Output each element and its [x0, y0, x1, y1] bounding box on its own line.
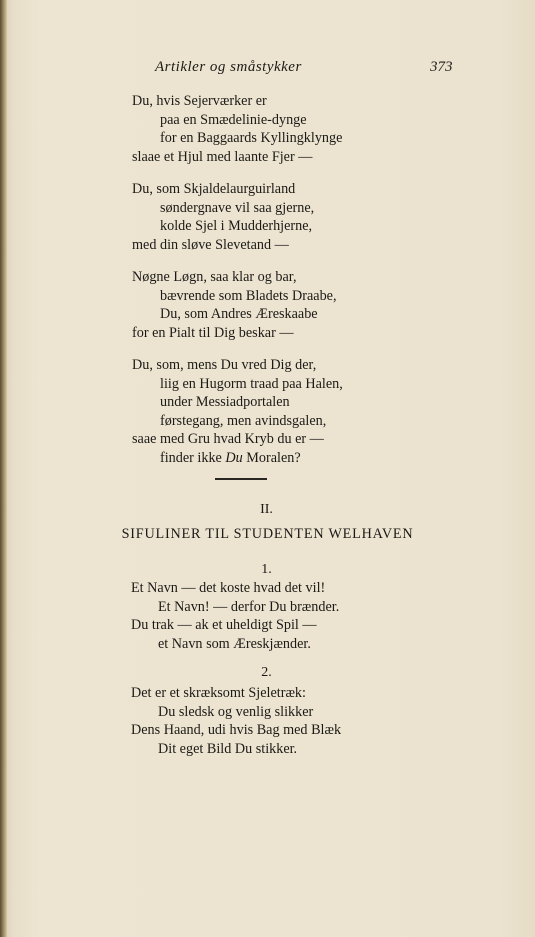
verse-emphasis: Du: [225, 449, 243, 466]
section-number: II.: [260, 502, 273, 517]
verse-line: for en Pialt til Dig beskar —: [132, 324, 294, 341]
verse-line: Du, som, mens Du vred Dig der,: [132, 357, 317, 373]
page-number: 373: [430, 59, 453, 75]
verse-line: Nøgne Løgn, saa klar og bar,: [132, 269, 297, 285]
verse-line: Du, hvis Sejerværker er: [132, 93, 267, 109]
poem-number-2: 2.: [261, 665, 272, 680]
verse-line: førstegang, men avindsgalen,: [160, 412, 327, 429]
verse-line: Du, som Andres Æreskaabe: [160, 306, 318, 322]
stanza-3: [132, 268, 337, 342]
verse-line: kolde Sjel i Mudderhjerne,: [160, 218, 313, 234]
verse-line: Et Navn — det koste hvad det vil!: [131, 580, 326, 596]
verse-line: Du, som Skjaldelaurguirland: [132, 181, 296, 197]
stanza-1: [132, 92, 342, 166]
stanza-4: [132, 356, 343, 467]
verse-line: Dens Haand, udi hvis Bag med Blæk: [131, 722, 342, 738]
verse-line: med din sløve Slevetand —: [132, 236, 289, 253]
book-spine-shadow: [0, 0, 7, 937]
verse-line: Du trak — ak et uheldigt Spil —: [131, 617, 317, 633]
poem-2: [131, 684, 341, 758]
section-divider: [215, 478, 267, 480]
verse-line: slaae et Hjul med laante Fjer —: [132, 148, 313, 165]
verse-line: Du sledsk og venlig slikker: [158, 703, 314, 720]
verse-line: liig en Hugorm traad paa Halen,: [160, 375, 343, 392]
verse-line: bævrende som Bladets Draabe,: [160, 287, 337, 304]
verse-line: Det er et skræksomt Sjeletræk:: [131, 685, 306, 701]
section-heading: SIFULINER TIL STUDENTEN WELHAVEN: [121, 526, 414, 542]
verse-line: for en Baggaards Kyllingklynge: [160, 130, 343, 146]
verse-line: [132, 449, 343, 468]
verse-line: saae med Gru hvad Kryb du er —: [132, 431, 324, 447]
poem-number-1: 1.: [261, 562, 272, 577]
running-title: Artikler og småstykker: [155, 59, 302, 75]
verse-text: Moralen?: [242, 449, 301, 466]
verse-text: finder ikke: [160, 449, 226, 466]
verse-line: under Messiadportalen: [160, 394, 290, 410]
stanza-2: [132, 180, 314, 254]
verse-line: Dit eget Bild Du stikker.: [158, 740, 298, 757]
verse-line: søndergnave vil saa gjerne,: [160, 199, 315, 216]
verse-line: paa en Smædelinie-dynge: [160, 111, 307, 128]
poem-1: [131, 579, 339, 653]
verse-line: Et Navn! — derfor Du brænder.: [158, 598, 340, 615]
verse-line: et Navn som Æreskjænder.: [158, 635, 311, 652]
